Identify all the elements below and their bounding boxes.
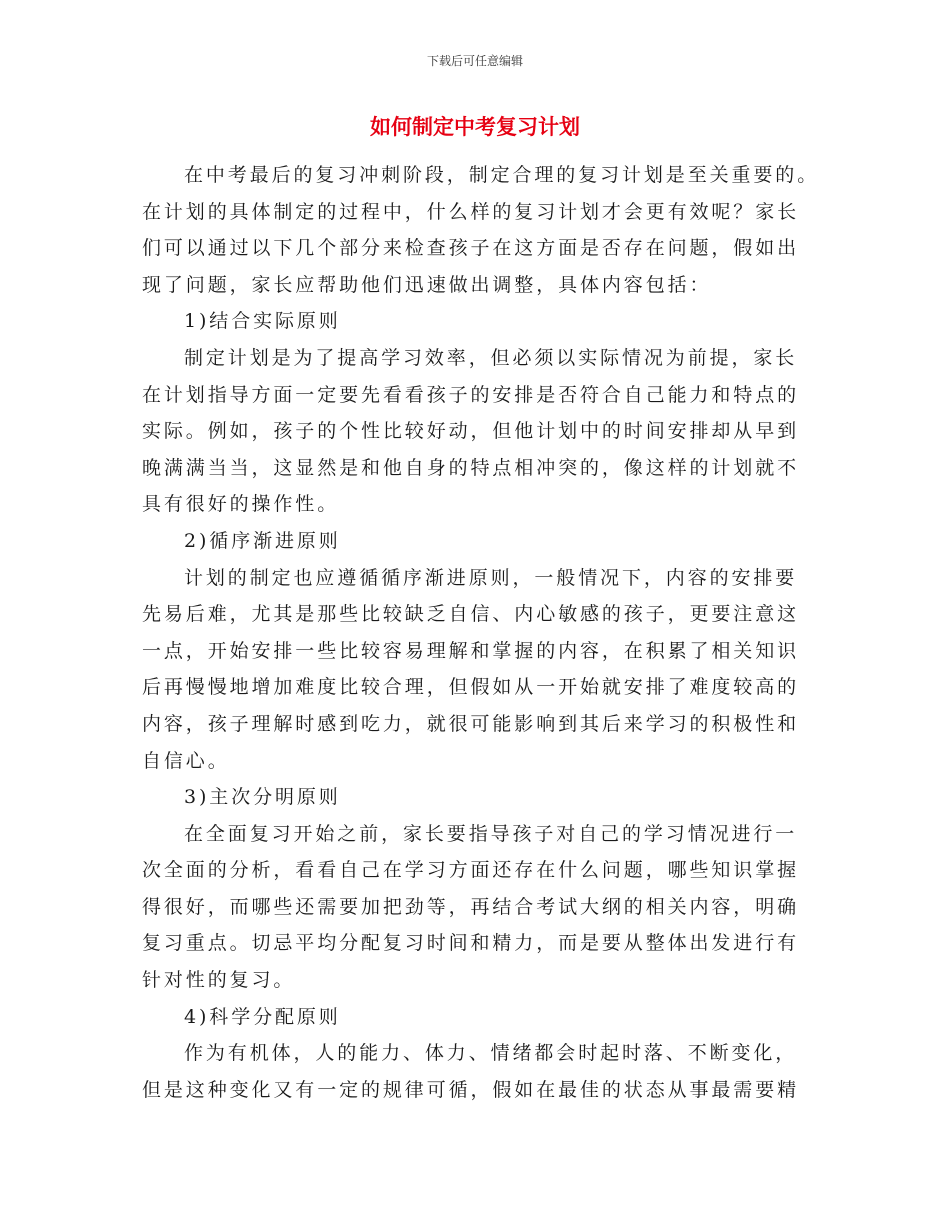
paragraph-line: 先易后难，尤其是那些比较缺乏自信、内心敏感的孩子，更要注意这 (142, 603, 800, 626)
paragraph-line: 针对性的复习。 (142, 969, 296, 992)
paragraph-line: 在计划的具体制定的过程中，什么样的复习计划才会更有效呢？家长 (142, 200, 800, 223)
paragraph-line: 次全面的分析，看看自己在学习方面还存在什么问题，哪些知识掌握 (142, 859, 800, 882)
document-title: 如何制定中考复习计划 (370, 114, 580, 139)
paragraph-line: 得很好，而哪些还需要加把劲等，再结合考试大纲的相关内容，明确 (142, 895, 800, 918)
paragraph-line: 自信心。 (142, 749, 230, 772)
document-body (142, 157, 820, 1108)
paragraph-line: 制定计划是为了提高学习效率，但必须以实际情况为前提，家长 (184, 346, 798, 369)
section-heading: 3)主次分明原则 (184, 786, 341, 809)
header-note: 下载后可任意编辑 (426, 54, 523, 68)
paragraph-line: 一点，开始安排一些比较容易理解和掌握的内容，在积累了相关知识 (142, 639, 800, 662)
paragraph-line: 在中考最后的复习冲刺阶段，制定合理的复习计划是至关重要的。 (184, 164, 820, 186)
section-heading: 4)科学分配原则 (184, 1005, 341, 1028)
paragraph-line: 但是这种变化又有一定的规律可循，假如在最佳的状态从事最需要精 (142, 1078, 800, 1101)
paragraph-line: 内容，孩子理解时感到吃力，就很可能影响到其后来学习的积极性和 (142, 712, 800, 735)
paragraph-line: 具有很好的操作性。 (142, 493, 340, 516)
paragraph-line: 们可以通过以下几个部分来检查孩子在这方面是否存在问题，假如出 (142, 237, 800, 260)
section-heading: 2)循序渐进原则 (184, 529, 341, 552)
paragraph-line: 在计划指导方面一定要先看看孩子的安排是否符合自己能力和特点的 (142, 383, 800, 406)
paragraph-line: 在全面复习开始之前，家长要指导孩子对自己的学习情况进行一 (184, 822, 798, 845)
section-heading: 1)结合实际原则 (184, 310, 341, 333)
paragraph-line: 计划的制定也应遵循循序渐进原则，一般情况下，内容的安排要 (184, 566, 798, 589)
paragraph-line: 晚满满当当，这显然是和他自身的特点相冲突的，像这样的计划就不 (142, 456, 800, 479)
paragraph-line: 后再慢慢地增加难度比较合理，但假如从一开始就安排了难度较高的 (142, 676, 800, 699)
paragraph-line: 实际。例如，孩子的个性比较好动，但他计划中的时间安排却从早到 (142, 420, 800, 443)
paragraph-line: 现了问题，家长应帮助他们迅速做出调整，具体内容包括： (142, 273, 712, 296)
paragraph-line: 复习重点。切忌平均分配复习时间和精力，而是要从整体出发进行有 (142, 932, 800, 955)
paragraph-line: 作为有机体，人的能力、体力、情绪都会时起时落、不断变化， (184, 1042, 798, 1065)
